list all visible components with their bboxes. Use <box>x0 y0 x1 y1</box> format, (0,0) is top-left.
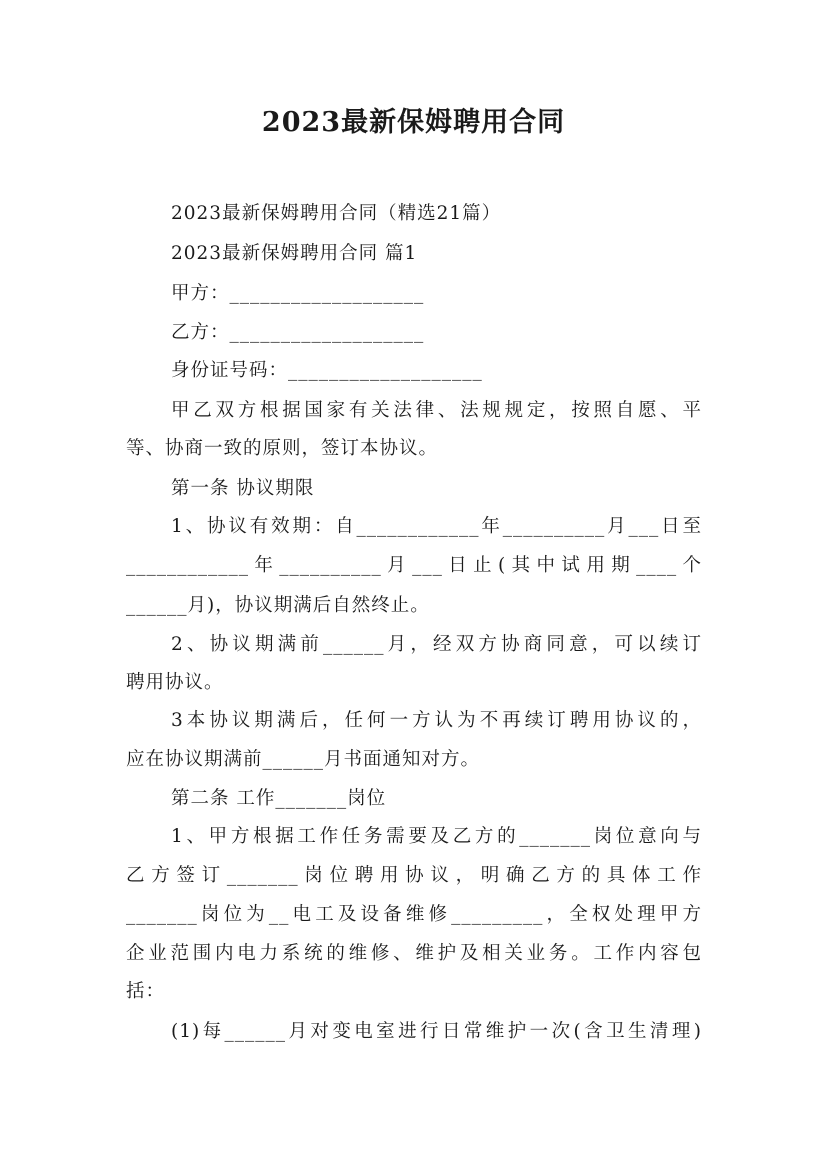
paragraph-line: ____________年__________月___日止(其中试用期____个 <box>126 555 702 576</box>
paragraph-line: 括： <box>126 981 166 1002</box>
paragraph-line: (1)每______月对变电室进行日常维护一次(含卫生清理) <box>171 1021 702 1042</box>
paragraph-line: _______岗位为__电工及设备维修_________，全权处理甲方 <box>126 904 702 925</box>
party-b-field: 乙方：___________________ <box>171 322 425 343</box>
paragraph-line: 1、协议有效期：自____________年__________月___日至 <box>171 516 702 537</box>
paragraph-line: 2、协议期满前______月，经双方协商同意，可以续订 <box>171 634 702 655</box>
paragraph-line: 企业范围内电力系统的维修、维护及相关业务。工作内容包 <box>126 943 702 964</box>
subtitle-line: 2023最新保姆聘用合同（精选21篇） <box>171 203 502 224</box>
paragraph-line: 甲乙双方根据国家有关法律、法规规定，按照自愿、平 <box>171 400 702 421</box>
article-heading: 第二条 工作_______岗位 <box>171 788 387 809</box>
section-heading: 2023最新保姆聘用合同 篇1 <box>171 243 418 264</box>
paragraph-line: 聘用协议。 <box>126 672 224 693</box>
paragraph-line: 乙方签订_______岗位聘用协议，明确乙方的具体工作 <box>126 865 702 886</box>
id-number-field: 身份证号码：___________________ <box>171 360 483 381</box>
document-title: 2023最新保姆聘用合同 <box>261 107 566 138</box>
paragraph-line: 1、甲方根据工作任务需要及乙方的_______岗位意向与 <box>171 826 702 847</box>
paragraph-line: 3本协议期满后，任何一方认为不再续订聘用协议的， <box>171 710 702 731</box>
article-heading: 第一条 协议期限 <box>171 478 315 499</box>
paragraph-line: ______月)，协议期满后自然终止。 <box>126 595 430 616</box>
paragraph-line: 等、协商一致的原则，签订本协议。 <box>126 438 439 459</box>
party-a-field: 甲方：___________________ <box>171 283 425 304</box>
paragraph-line: 应在协议期满前______月书面通知对方。 <box>126 749 481 770</box>
